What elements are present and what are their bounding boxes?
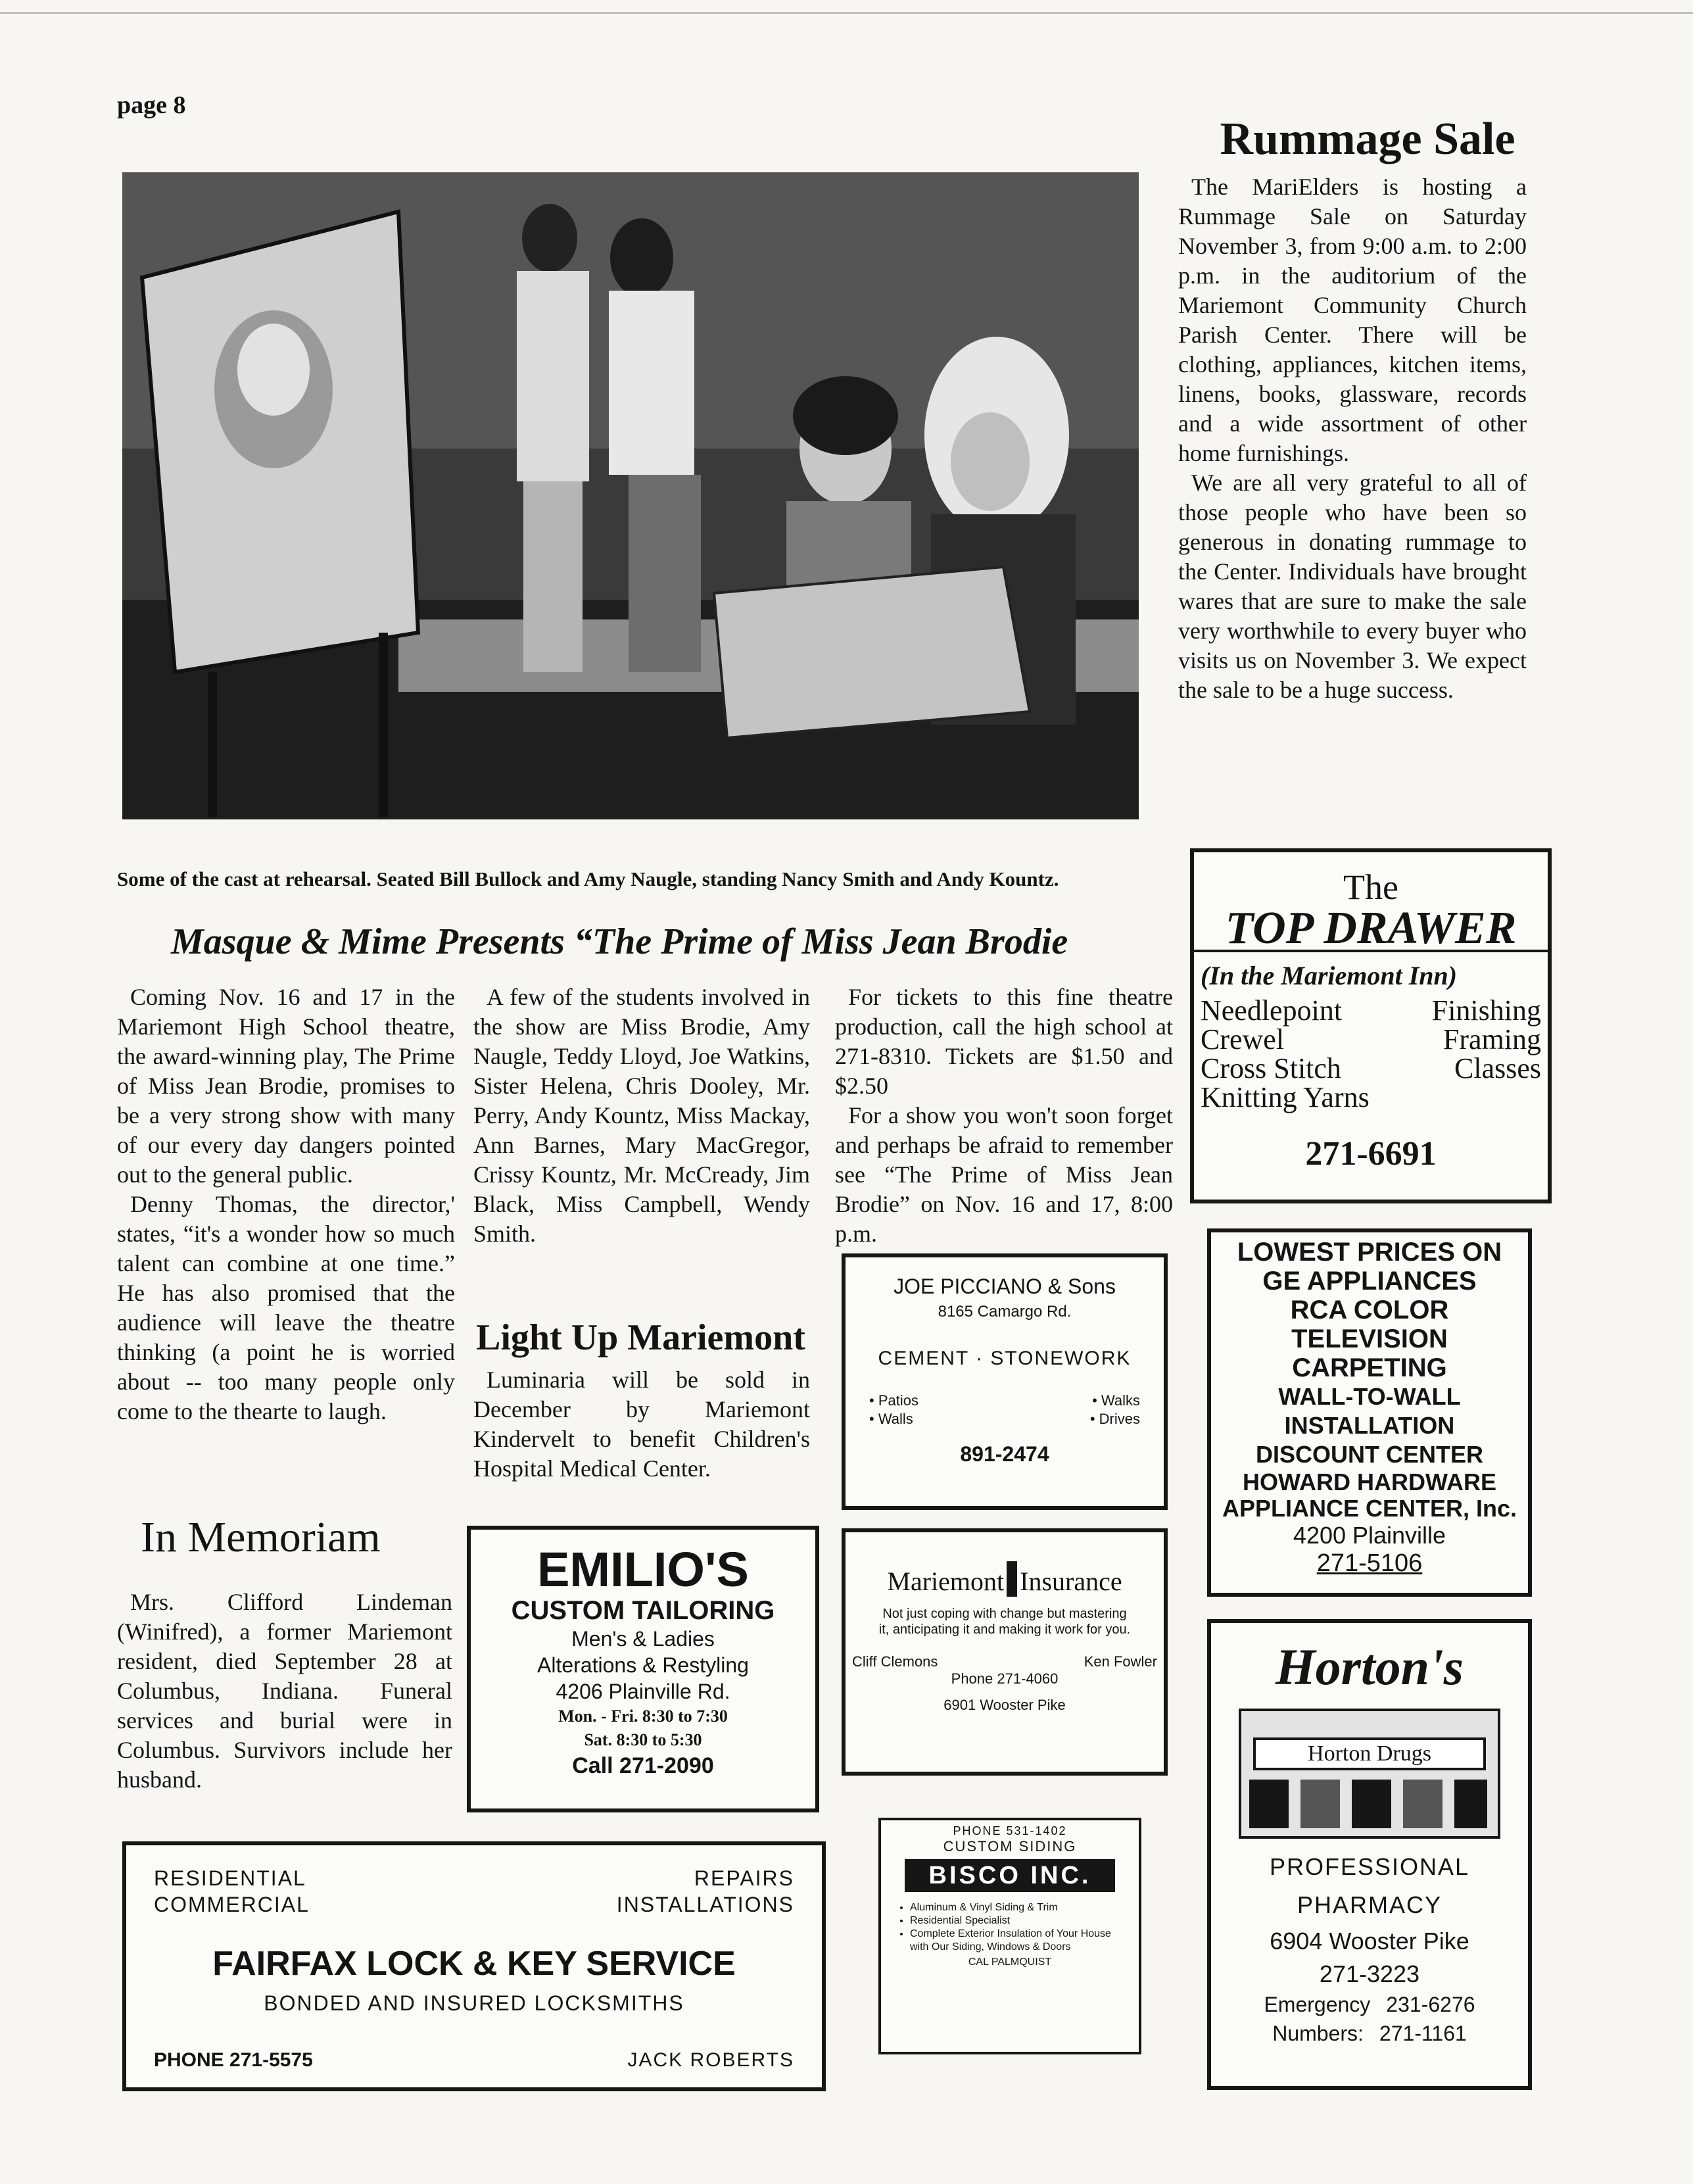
list-item: • Complete Exterior Insulation of Your House with Our Siding, Windows & Doors	[910, 1928, 1122, 1954]
rummage-body	[1178, 172, 1527, 705]
ad-insurance-tagline: Not just coping with change but mastering it, anticipating it and making it work for you.	[878, 1607, 1131, 1637]
ad-hortons-line2: PHARMACY	[1297, 1891, 1443, 1918]
memoriam-body	[117, 1588, 452, 1795]
ad-picciano-name: JOE PICCIANO & Sons	[894, 1274, 1116, 1298]
ad-emilios-service: CUSTOM TAILORING	[511, 1596, 775, 1625]
ad-bisco	[878, 1818, 1141, 2054]
ad-hortons-name: Horton's	[1275, 1638, 1464, 1695]
ad-line: LOWEST PRICES ON	[1237, 1238, 1502, 1267]
list-item: Crewel	[1201, 1023, 1285, 1056]
memoriam-paragraph: Mrs. Clifford Lindeman (Winifred), a former Mariemont resident, died September 28 at Columbus, Indiana. Funeral services and burial were in Columbus. Survivors include her husband.	[117, 1589, 452, 1793]
ad-top-drawer-right-list	[1432, 996, 1541, 1112]
ad-fairfax-phone: PHONE 271-5575	[154, 2049, 313, 2071]
ad-emilios	[467, 1526, 819, 1812]
ad-insurance-logo	[846, 1561, 1164, 1597]
ad-insurance-address: 6901 Wooster Pike	[943, 1697, 1066, 1713]
ad-hortons-emergency-phone: 231-6276	[1386, 1993, 1475, 2016]
memoriam-title: In Memoriam	[141, 1513, 381, 1561]
ad-top-drawer-the: The	[1343, 867, 1398, 907]
ad-top-drawer-left-list	[1201, 996, 1370, 1112]
ad-top-drawer	[1190, 848, 1552, 1203]
list-item: Finishing	[1431, 994, 1541, 1027]
ad-emilios-line1: Men's & Ladies	[571, 1627, 715, 1651]
storefront-windows-icon	[1241, 1774, 1498, 1833]
top-rule	[0, 12, 1693, 14]
list-item: • Patios	[869, 1392, 918, 1409]
ad-line: GE APPLIANCES	[1262, 1267, 1477, 1296]
light-up-paragraph: Luminaria will be sold in December by Mariemont Kindervelt to benefit Children's Hospital Medical Center.	[473, 1367, 810, 1482]
light-up-body	[473, 1365, 810, 1484]
ad-fairfax-line: INSTALLATIONS	[616, 1893, 794, 1916]
ad-howard-address: 4200 Plainville	[1293, 1522, 1446, 1549]
list-item: Cross Stitch	[1201, 1052, 1341, 1084]
ad-fairfax-lock	[122, 1841, 826, 2091]
ad-howard-hardware	[1207, 1228, 1532, 1597]
ad-hortons-line1: PROFESSIONAL	[1269, 1853, 1470, 1880]
ad-emilios-phone: Call 271-2090	[572, 1753, 714, 1778]
list-item: Classes	[1454, 1052, 1541, 1084]
ad-line: TELEVISION	[1291, 1324, 1448, 1353]
ad-bisco-phone: PHONE 531-1402	[953, 1824, 1067, 1837]
ad-insurance-name-left: Mariemont	[887, 1566, 1005, 1596]
article-paragraph: A few of the students involved in the show are Miss Brodie, Amy Naugle, Teddy Lloyd, Joe Watkins, Sister Helena, Chris Dooley, Mr. Perry, Andy Kountz, Miss Mackay, Ann Barnes, Mary MacGregor, Crissy Kountz, Mr. McCready, Jim Black, Miss Campbell, Wendy Smith.	[473, 984, 810, 1247]
ad-emilios-line2: Alterations & Restyling	[537, 1653, 749, 1677]
ad-line: INSTALLATION	[1284, 1412, 1455, 1439]
ad-bisco-name: BISCO INC.	[905, 1859, 1115, 1892]
ad-emilios-address: 4206 Plainville Rd.	[556, 1680, 730, 1703]
ad-fairfax-line: RESIDENTIAL	[154, 1866, 306, 1890]
ad-fairfax-line: REPAIRS	[694, 1866, 794, 1890]
article-paragraph: For tickets to this fine theatre production, call the high school at 271-8310. Tickets are $1.50 and $2.50	[835, 984, 1173, 1099]
article-paragraph: Denny Thomas, the director,' states, “it's a wonder how so much talent can combine at one time.” He has also promised that the audience will leave the theatre thinking (a point he is worried about -- too many people only come to the thearte to laugh.	[117, 1191, 455, 1424]
ad-hortons-storefront	[1239, 1709, 1500, 1839]
rehearsal-photo	[122, 172, 1139, 819]
ad-bisco-owner: CAL PALMQUIST	[968, 1956, 1052, 1968]
article-column-3	[835, 983, 1173, 1249]
ad-line: WALL-TO-WALL	[1278, 1383, 1461, 1410]
building-icon	[1007, 1561, 1017, 1597]
ad-hortons-phone: 271-3223	[1319, 1960, 1420, 1987]
ad-fairfax-top-left	[154, 1865, 310, 1918]
ad-howard-mid-lines	[1211, 1382, 1528, 1469]
list-item: • Aluminum & Vinyl Siding & Trim	[910, 1901, 1122, 1914]
list-item: • Drives	[1089, 1411, 1140, 1427]
ad-emilios-hours1: Mon. - Fri. 8:30 to 7:30	[558, 1707, 728, 1726]
ad-picciano-items	[869, 1392, 1140, 1428]
ad-line: CARPETING	[1292, 1353, 1447, 1382]
article-paragraph: Coming Nov. 16 and 17 in the Mariemont High School theatre, the award-winning play, The Prime of Miss Jean Brodie, promises to be a very strong show with many of our every day dangers pointed out to the general public.	[117, 984, 455, 1188]
ad-hortons-numbers-label: Numbers:	[1272, 2022, 1364, 2045]
ad-fairfax-subtitle: BONDED AND INSURED LOCKSMITHS	[264, 1991, 684, 2015]
ad-top-drawer-items	[1194, 996, 1548, 1112]
ad-hortons	[1207, 1619, 1532, 2090]
ad-picciano	[842, 1253, 1168, 1510]
light-up-title: Light Up Mariemont	[476, 1317, 805, 1358]
ad-picciano-address: 8165 Camargo Rd.	[938, 1303, 1072, 1321]
list-item: Framing	[1443, 1023, 1541, 1056]
ad-fairfax-name: FAIRFAX LOCK & KEY SERVICE	[212, 1945, 736, 1983]
ad-howard-bold-lines	[1211, 1238, 1528, 1382]
ad-emilios-hours2: Sat. 8:30 to 5:30	[584, 1730, 702, 1749]
ad-emilios-name: EMILIO'S	[537, 1542, 749, 1597]
ad-top-drawer-name: TOP DRAWER	[1194, 908, 1548, 952]
ad-hortons-emergency	[1211, 1990, 1528, 2019]
rummage-paragraph: The MariElders is hosting a Rummage Sale on Saturday November 3, from 9:00 a.m. to 2:00 p.m. in the auditorium of the Mariemont Community Church Parish Center. There will be clothing, appliances, kitchen items, linens, books, glassware, records and a wide assortment of other home furnishings.	[1178, 174, 1527, 466]
ad-insurance-name-right: Insurance	[1020, 1566, 1122, 1596]
photo-illustration	[122, 172, 1139, 819]
ad-picciano-phone: 891-2474	[960, 1442, 1049, 1466]
ad-hortons-sign: Horton Drugs	[1253, 1737, 1486, 1770]
ad-howard-name-line2: APPLIANCE CENTER, Inc.	[1222, 1495, 1517, 1522]
ad-fairfax-line: COMMERCIAL	[154, 1893, 310, 1916]
ad-howard-name-line1: HOWARD HARDWARE	[1243, 1468, 1496, 1495]
ad-fairfax-top-right	[617, 1865, 794, 1918]
ad-howard-name	[1211, 1469, 1528, 1522]
rummage-title: Rummage Sale	[1220, 114, 1515, 164]
ad-mariemont-insurance	[842, 1528, 1168, 1776]
ad-line: DISCOUNT CENTER	[1255, 1441, 1483, 1468]
ad-insurance-agents	[852, 1653, 1157, 1670]
ad-hortons-emergency-label: Emergency	[1264, 1993, 1371, 2016]
article-column-2	[473, 983, 810, 1249]
photo-caption: Some of the cast at rehearsal. Seated Bill Bullock and Amy Naugle, standing Nancy Smith and Andy Kountz.	[117, 867, 1059, 890]
ad-top-drawer-phone: 271-6691	[1305, 1135, 1437, 1173]
ad-line: RCA COLOR	[1290, 1296, 1449, 1324]
list-item: Knitting Yarns	[1201, 1081, 1370, 1113]
rummage-paragraph: We are all very grateful to all of those people who have been so generous in donating rummage to the Center. Individuals have brought wares that are sure to make the sale very worthwhile to every buyer who visits us on November 3. We expect the sale to be a huge success.	[1178, 470, 1527, 703]
ad-howard-phone: 271-5106	[1316, 1549, 1423, 1577]
ad-insurance-agent: Ken Fowler	[1084, 1653, 1157, 1670]
ad-hortons-address: 6904 Wooster Pike	[1270, 1928, 1469, 1954]
ad-insurance-phone: Phone 271-4060	[951, 1670, 1059, 1687]
article-headline: Masque & Mime Presents “The Prime of Miss Jean Brodie	[171, 921, 1068, 962]
ad-hortons-numbers	[1211, 2019, 1528, 2048]
article-paragraph: For a show you won't soon forget and perhaps be afraid to remember see “The Prime of Miss Jean Brodie” on Nov. 16 and 17, 8:00 p.m.	[835, 1102, 1173, 1247]
list-item: • Residential Specialist	[910, 1914, 1122, 1928]
ad-picciano-service: CEMENT · STONEWORK	[878, 1347, 1132, 1369]
page-number: page 8	[117, 91, 186, 119]
ad-insurance-agent: Cliff Clemons	[852, 1653, 938, 1670]
ad-hortons-numbers-phone: 271-1161	[1379, 2022, 1467, 2045]
ad-bisco-service: CUSTOM SIDING	[943, 1838, 1077, 1855]
list-item: • Walls	[869, 1411, 913, 1427]
list-item: • Walks	[1092, 1392, 1140, 1409]
article-column-1	[117, 983, 455, 1426]
ad-fairfax-owner: JACK ROBERTS	[627, 2049, 794, 2071]
list-item: Needlepoint	[1201, 994, 1343, 1027]
ad-top-drawer-location: (In the Mariemont Inn)	[1201, 961, 1458, 990]
ad-bisco-list	[898, 1901, 1122, 1954]
